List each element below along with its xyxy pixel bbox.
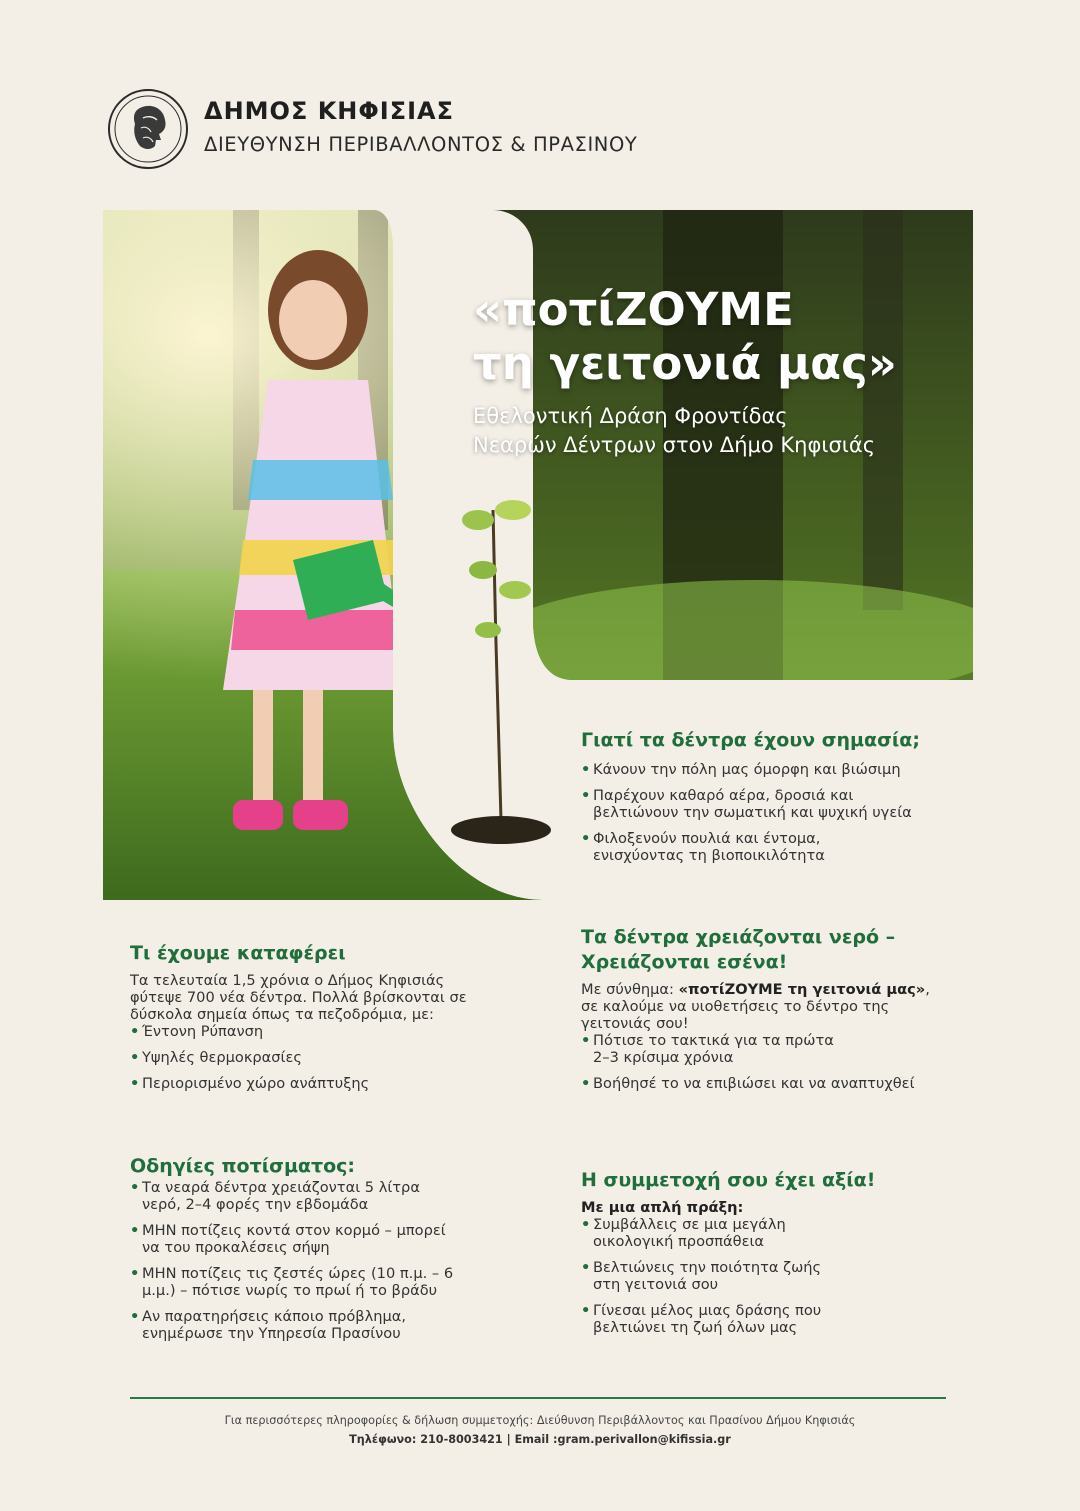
instructions-heading: Οδηγίες ποτίσματος: bbox=[130, 1155, 356, 1177]
needs-section bbox=[581, 925, 961, 1101]
why-list bbox=[581, 761, 961, 864]
hero-title-line-2: τη γειτονιά μας» bbox=[473, 337, 897, 390]
list-item: • Υψηλές θερμοκρασίες bbox=[130, 1049, 500, 1066]
why-section bbox=[581, 728, 961, 873]
instructions-section bbox=[130, 1154, 510, 1351]
value-section bbox=[581, 1168, 961, 1345]
list-item: • Συμβάλλεις σε μια μεγάλη οικολογική προσπάθεια bbox=[581, 1216, 961, 1250]
list-item: • Κάνουν την πόλη μας όμορφη και βιώσιμη bbox=[581, 761, 961, 778]
list-item: • Τα νεαρά δέντρα χρειάζονται 5 λίτρα νερό, 2–4 φορές την εβδομάδα bbox=[130, 1179, 510, 1213]
list-item: • Πότισε το τακτικά για τα πρώτα 2–3 κρίσιμα χρόνια bbox=[581, 1032, 961, 1066]
list-item: • ΜΗΝ ποτίζεις τις ζεστές ώρες (10 π.μ. – 6 μ.μ.) – πότισε νωρίς το πρωί ή το βράδυ bbox=[130, 1265, 510, 1299]
achieved-text: Τα τελευταία 1,5 χρόνια ο Δήμος Κηφισιάς φύτεψε 700 νέα δέντρα. Πολλά βρίσκονται σε δύσκολα σημεία όπως τα πεζοδρόμια, με: bbox=[130, 972, 467, 1023]
needs-heading: Τα δέντρα χρειάζονται νερό – Χρειάζονται εσένα! bbox=[581, 926, 896, 973]
org-name: ΔΗΜΟΣ ΚΗΦΙΣΙΑΣ bbox=[204, 97, 455, 125]
instructions-list bbox=[130, 1179, 510, 1342]
achieved-heading: Τι έχουμε καταφέρει bbox=[130, 942, 346, 964]
hero-subtitle bbox=[473, 402, 875, 460]
department-name: ΔΙΕΥΘΥΝΣΗ ΠΕΡΙΒΑΛΛΟΝΤΟΣ & ΠΡΑΣΙΝΟΥ bbox=[204, 133, 638, 156]
list-item: • Περιορισμένο χώρο ανάπτυξης bbox=[130, 1075, 500, 1092]
value-heading: Η συμμετοχή σου έχει αξία! bbox=[581, 1169, 876, 1191]
achieved-section bbox=[130, 941, 500, 1101]
list-item: • Αν παρατηρήσεις κάποιο πρόβλημα, ενημέρωσε την Υπηρεσία Πρασίνου bbox=[130, 1308, 510, 1342]
achieved-list bbox=[130, 1023, 500, 1092]
value-list bbox=[581, 1216, 961, 1336]
list-item: • ΜΗΝ ποτίζεις κοντά στον κορμό – μπορεί να του προκαλέσεις σήψη bbox=[130, 1222, 510, 1256]
list-item: • Βελτιώνεις την ποιότητα ζωής στη γειτονιά σου bbox=[581, 1259, 961, 1293]
list-item: • Φιλοξενούν πουλιά και έντομα, ενισχύοντας τη βιοποικιλότητα bbox=[581, 830, 961, 864]
needs-intro: Με σύνθημα: «ποτίΖΟΥΜΕ τη γειτονιά μας», σε καλούμε να υιοθετήσεις το δέντρο της γειτονιάς σου! bbox=[581, 981, 930, 1032]
hero-subtitle-line-1: Εθελοντική Δράση Φροντίδας bbox=[473, 404, 788, 428]
hero-title bbox=[473, 283, 897, 391]
footer-contact: Τηλέφωνο: 210-8003421 | Email :gram.perivallon@kifissia.gr bbox=[349, 1433, 731, 1446]
list-item: • Βοήθησέ το να επιβιώσει και να αναπτυχθεί bbox=[581, 1075, 961, 1092]
footer-divider bbox=[130, 1397, 946, 1399]
needs-list bbox=[581, 1032, 961, 1092]
hero-title-line-1: «ποτίΖΟΥΜΕ bbox=[473, 283, 794, 336]
list-item: • Παρέχουν καθαρό αέρα, δροσιά και βελτιώνουν την σωματική και ψυχική υγεία bbox=[581, 787, 961, 821]
hero-subtitle-line-2: Νεαρών Δέντρων στον Δήμο Κηφισιάς bbox=[473, 433, 876, 457]
footer-info: Για περισσότερες πληροφορίες & δήλωση συμμετοχής: Διεύθυνση Περιβάλλοντος και Πρασίνου Δήμου Κηφισιάς bbox=[224, 1414, 856, 1427]
list-item: • Έντονη Ρύπανση bbox=[130, 1023, 500, 1040]
why-heading: Γιατί τα δέντρα έχουν σημασία; bbox=[581, 729, 920, 751]
value-subheading: Με μια απλή πράξη: bbox=[581, 1199, 744, 1216]
municipal-seal-icon bbox=[107, 88, 189, 170]
list-item: • Γίνεσαι μέλος μιας δράσης που βελτιώνει τη ζωή όλων μας bbox=[581, 1302, 961, 1336]
